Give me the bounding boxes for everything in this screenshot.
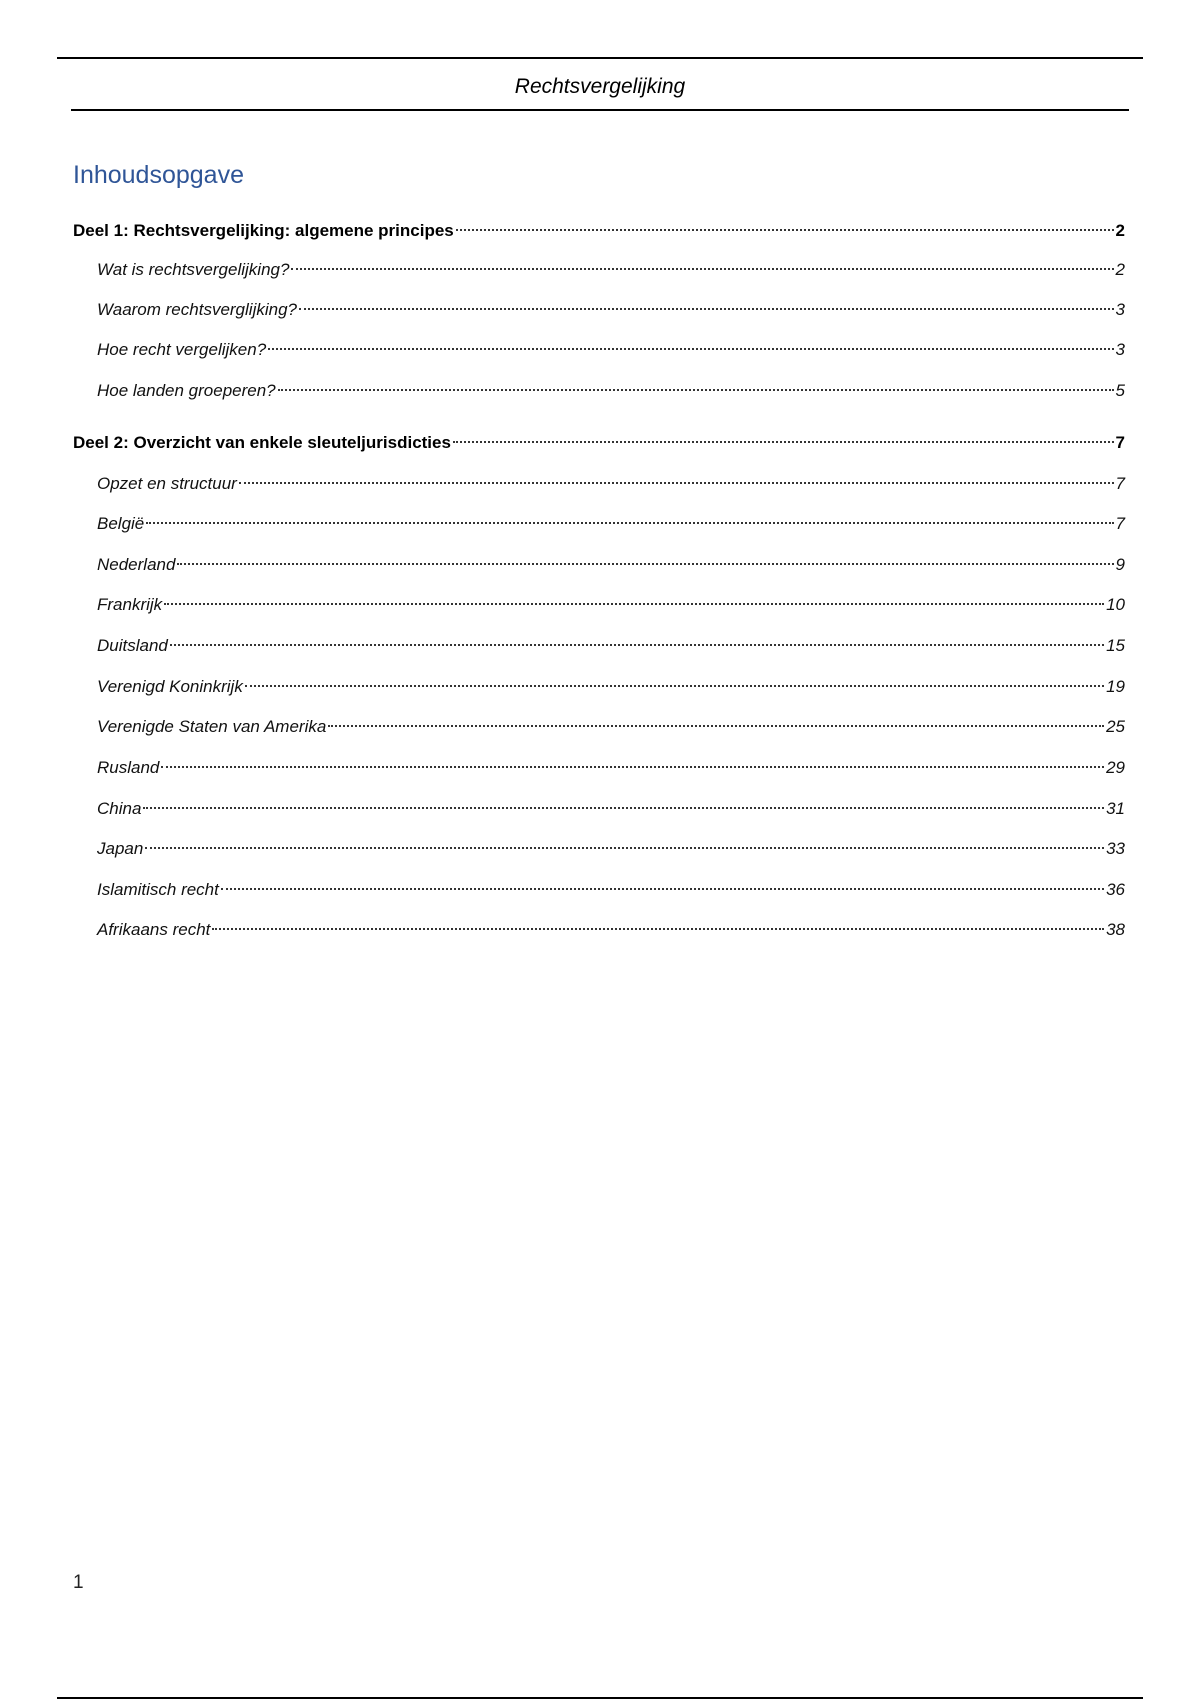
toc-dot-leader: [245, 685, 1104, 687]
toc-dot-leader: [170, 644, 1104, 646]
toc-entry-hoe-recht-vergelijken[interactable]: [73, 335, 1125, 365]
toc-dot-leader: [164, 603, 1104, 605]
toc-entry-page: 29: [1106, 758, 1125, 777]
toc-entry-page: 31: [1106, 799, 1125, 818]
toc-entry-page: 3: [1115, 340, 1125, 359]
toc-dot-leader: [278, 389, 1114, 391]
toc-entry-hoe-landen-groeperen[interactable]: [73, 376, 1125, 406]
toc-entry-page: 7: [1115, 433, 1125, 452]
toc-entry-page: 7: [1115, 474, 1125, 493]
toc-entry-page: 25: [1106, 717, 1125, 736]
toc-heading: Inhoudsopgave: [73, 161, 244, 189]
toc-dot-leader: [299, 308, 1114, 310]
toc-entry-belgie[interactable]: [73, 509, 1125, 539]
toc-dot-leader: [212, 928, 1104, 930]
toc-entry-label: Opzet en structuur: [97, 474, 237, 493]
toc-entry-label: China: [97, 799, 142, 818]
toc-entry-page: 3: [1115, 300, 1125, 319]
toc-entry-page: 33: [1106, 839, 1125, 858]
toc-dot-leader: [456, 229, 1114, 231]
toc-entry-label: Frankrijk: [97, 595, 163, 614]
header-bottom-rule: [71, 109, 1129, 111]
toc-entry-label: Rusland: [97, 758, 160, 777]
toc-entry-page: 9: [1115, 555, 1125, 574]
toc-entry-label: Nederland: [97, 555, 176, 574]
toc-dot-leader: [146, 522, 1113, 524]
toc-entry-frankrijk[interactable]: [73, 590, 1125, 620]
toc-entry-label: Afrikaans recht: [97, 920, 211, 939]
toc-entry-verenigd-koninkrijk[interactable]: [73, 672, 1125, 702]
toc-dot-leader: [145, 847, 1104, 849]
toc-entry-page: 36: [1106, 880, 1125, 899]
toc-dot-leader: [143, 807, 1104, 809]
toc-entry-china[interactable]: [73, 794, 1125, 824]
toc-entry-page: 7: [1115, 514, 1125, 533]
toc-dot-leader: [161, 766, 1104, 768]
toc-entry-japan[interactable]: [73, 834, 1125, 864]
toc-entry-wat-is-rechtsvergelijking[interactable]: [73, 255, 1125, 285]
toc-entry-label: België: [97, 514, 145, 533]
toc-dot-leader: [268, 348, 1113, 350]
toc-entry-opzet-en-structuur[interactable]: [73, 469, 1125, 499]
toc-entry-label: Waarom rechtsverglijking?: [97, 300, 297, 319]
page-number: 1: [73, 1572, 84, 1593]
toc-entry-page: 2: [1115, 260, 1125, 279]
header-top-rule: [57, 57, 1143, 59]
toc-entry-islamitisch-recht[interactable]: [73, 875, 1125, 905]
toc-dot-leader: [453, 441, 1114, 443]
toc-entry-rusland[interactable]: [73, 753, 1125, 783]
toc-entry-waarom-rechtsverglijking[interactable]: [73, 295, 1125, 325]
toc-entry-page: 15: [1106, 636, 1125, 655]
toc-entry-page: 38: [1106, 920, 1125, 939]
toc-entry-label: Islamitisch recht: [97, 880, 219, 899]
toc-entry-verenigde-staten[interactable]: [73, 712, 1125, 742]
toc-entry-page: 2: [1115, 221, 1125, 240]
toc-entry-afrikaans-recht[interactable]: [73, 915, 1125, 945]
toc-dot-leader: [239, 482, 1114, 484]
toc-entry-label: Deel 1: Rechtsvergelijking: algemene principes: [73, 221, 454, 240]
toc-entry-page: 5: [1115, 381, 1125, 400]
toc-entry-page: 10: [1106, 595, 1125, 614]
toc-entry-duitsland[interactable]: [73, 631, 1125, 661]
toc-entry-deel-2[interactable]: [73, 428, 1125, 458]
toc-entry-page: 19: [1106, 677, 1125, 696]
toc-entry-deel-1[interactable]: [73, 216, 1125, 246]
toc-entry-label: Deel 2: Overzicht van enkele sleuteljurisdicties: [73, 433, 451, 452]
toc-entry-label: Wat is rechtsvergelijking?: [97, 260, 290, 279]
toc-entry-label: Hoe landen groeperen?: [97, 381, 276, 400]
toc-entry-label: Verenigd Koninkrijk: [97, 677, 243, 696]
toc-entry-label: Duitsland: [97, 636, 168, 655]
toc-dot-leader: [291, 268, 1113, 270]
toc-dot-leader: [177, 563, 1113, 565]
toc-dot-leader: [221, 888, 1104, 890]
toc-entry-nederland[interactable]: [73, 550, 1125, 580]
footer-rule: [57, 1697, 1143, 1699]
toc-entry-label: Hoe recht vergelijken?: [97, 340, 267, 359]
toc-dot-leader: [328, 725, 1104, 727]
toc-entry-label: Japan: [97, 839, 144, 858]
document-header-title: Rechtsvergelijking: [514, 75, 686, 98]
toc-entry-label: Verenigde Staten van Amerika: [97, 717, 327, 736]
